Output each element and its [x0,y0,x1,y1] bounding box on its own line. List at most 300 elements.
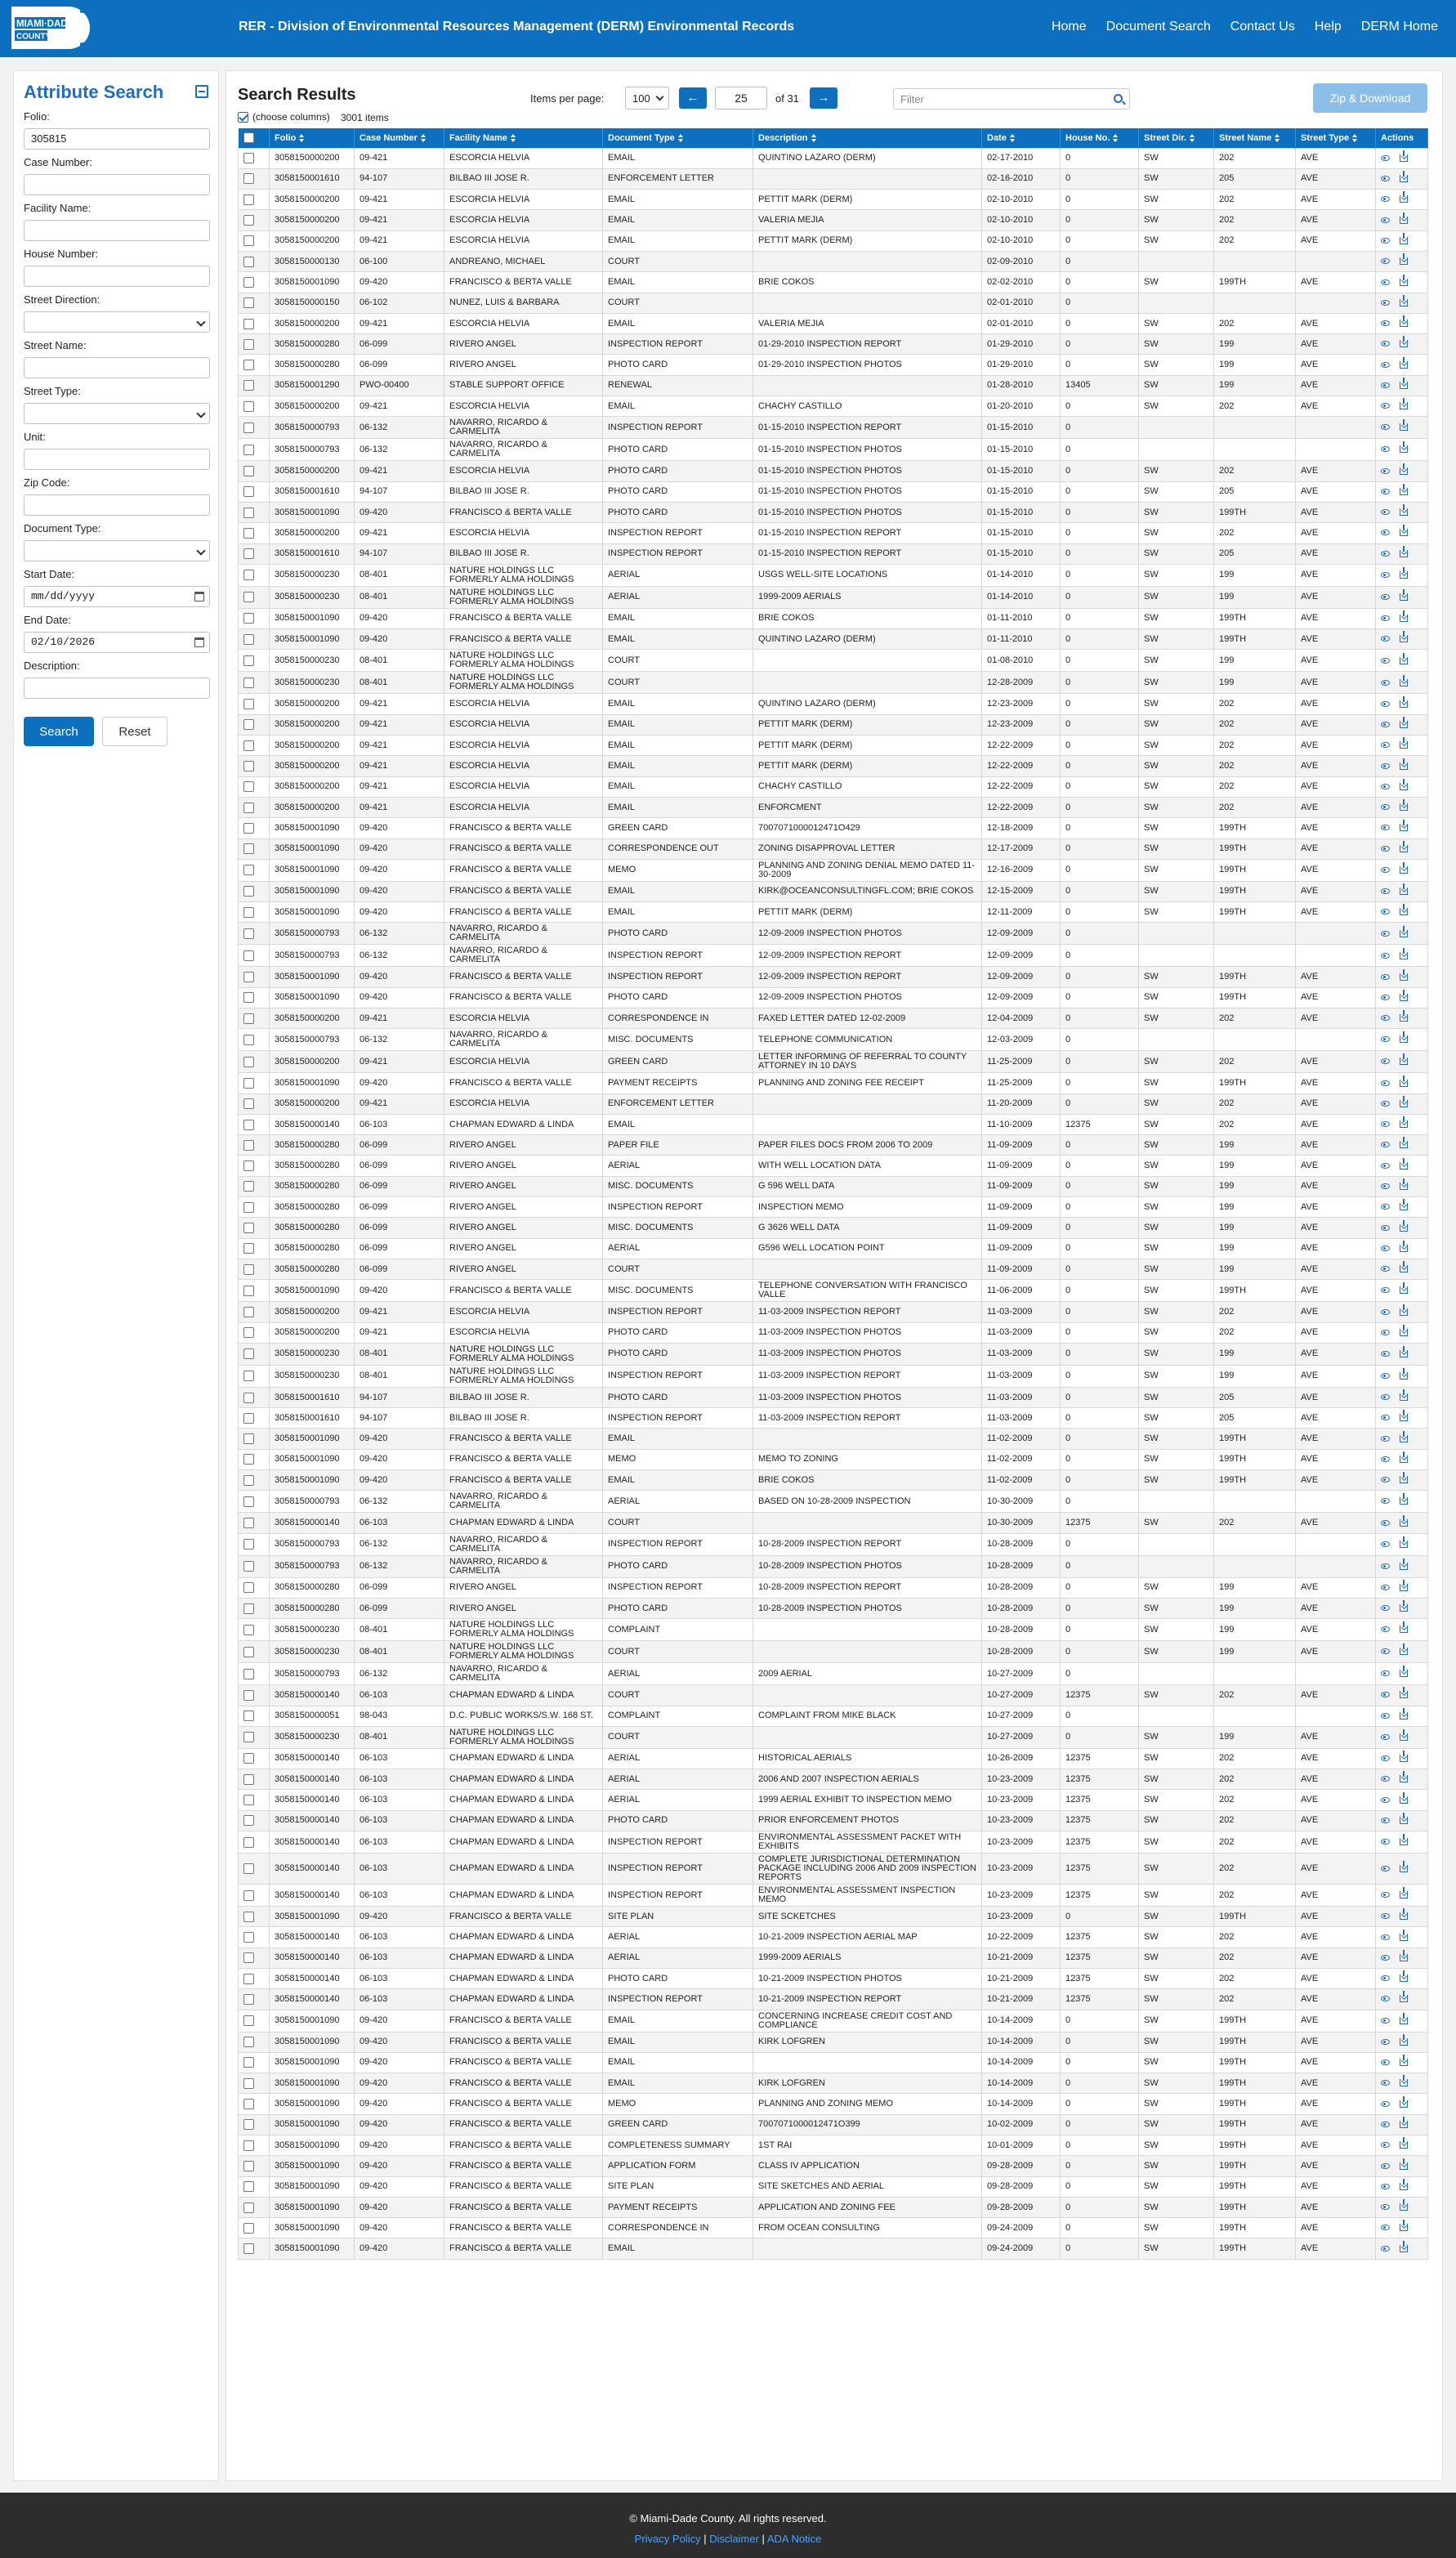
download-icon[interactable] [1400,593,1408,601]
row-checkbox[interactable] [243,1078,254,1089]
row-checkbox[interactable] [243,2243,254,2254]
view-icon[interactable] [1381,742,1390,748]
row-checkbox[interactable] [243,235,254,246]
view-icon[interactable] [1381,424,1390,430]
row-checkbox[interactable] [243,195,254,205]
sort-icon[interactable] [421,134,426,137]
row-checkbox[interactable] [243,823,254,834]
view-icon[interactable] [1381,176,1390,181]
row-checkbox[interactable] [243,907,254,918]
reset-button[interactable]: Reset [102,717,167,746]
row-checkbox[interactable] [243,1264,254,1275]
view-icon[interactable] [1381,701,1390,707]
sort-icon[interactable] [511,134,516,137]
unit-input[interactable] [24,449,210,470]
view-icon[interactable] [1381,1797,1390,1803]
view-icon[interactable] [1381,909,1390,915]
view-icon[interactable] [1381,1498,1390,1504]
document-type-input[interactable] [24,540,210,561]
row-checkbox[interactable] [243,1994,254,2005]
view-icon[interactable] [1381,403,1390,409]
row-checkbox[interactable] [243,928,254,939]
view-icon[interactable] [1381,1080,1390,1086]
view-icon[interactable] [1381,1394,1390,1400]
column-header-street-type[interactable] [1296,128,1376,148]
download-icon[interactable] [1400,1974,1408,1982]
row-checkbox[interactable] [243,1181,254,1192]
download-icon[interactable] [1400,1183,1408,1190]
view-icon[interactable] [1381,1955,1390,1961]
ada-notice-link[interactable]: ADA Notice [766,2533,822,2545]
download-icon[interactable] [1400,845,1408,852]
download-icon[interactable] [1400,615,1408,622]
download-icon[interactable] [1400,2079,1408,2086]
download-icon[interactable] [1400,488,1408,495]
download-icon[interactable] [1400,2203,1408,2211]
row-checkbox[interactable] [243,1603,254,1614]
view-icon[interactable] [1381,1818,1390,1823]
view-icon[interactable] [1381,530,1390,535]
download-icon[interactable] [1400,1775,1408,1782]
view-icon[interactable] [1381,489,1390,494]
row-checkbox[interactable] [243,950,254,961]
view-icon[interactable] [1381,2101,1390,2107]
view-icon[interactable] [1381,867,1390,873]
select-all-checkbox[interactable] [243,132,254,143]
view-icon[interactable] [1381,2246,1390,2252]
row-checkbox[interactable] [243,570,254,580]
download-icon[interactable] [1400,1891,1408,1898]
download-icon[interactable] [1400,1456,1408,1463]
download-icon[interactable] [1400,1224,1408,1232]
download-icon[interactable] [1400,930,1408,937]
row-checkbox[interactable] [243,1140,254,1151]
collapse-icon[interactable] [195,85,208,98]
download-icon[interactable] [1400,973,1408,981]
view-icon[interactable] [1381,341,1390,347]
download-icon[interactable] [1400,741,1408,749]
download-icon[interactable] [1400,1350,1408,1357]
view-icon[interactable] [1381,320,1390,326]
download-icon[interactable] [1400,1435,1408,1442]
view-icon[interactable] [1381,1058,1390,1064]
row-checkbox[interactable] [243,1561,254,1572]
column-header-facility-name[interactable] [444,128,603,148]
download-icon[interactable] [1400,1203,1408,1210]
row-checkbox[interactable] [243,1795,254,1805]
row-checkbox[interactable] [243,2037,254,2047]
row-checkbox[interactable] [243,423,254,433]
choose-columns[interactable] [238,111,330,123]
view-icon[interactable] [1381,1892,1390,1898]
row-checkbox[interactable] [243,1454,254,1465]
row-checkbox[interactable] [243,1202,254,1213]
download-icon[interactable] [1400,1414,1408,1421]
download-icon[interactable] [1400,1733,1408,1741]
view-icon[interactable] [1381,1585,1390,1590]
view-icon[interactable] [1381,1121,1390,1127]
row-checkbox[interactable] [243,803,254,813]
items-per-page-select[interactable] [625,87,669,110]
view-icon[interactable] [1381,1913,1390,1919]
view-icon[interactable] [1381,1183,1390,1189]
download-icon[interactable] [1400,1670,1408,1677]
nav-help[interactable]: Help [1314,20,1342,34]
row-checkbox[interactable] [243,2223,254,2234]
view-icon[interactable] [1381,1287,1390,1293]
row-checkbox[interactable] [243,1393,254,1403]
view-icon[interactable] [1381,763,1390,769]
download-icon[interactable] [1400,1563,1408,1570]
view-icon[interactable] [1381,680,1390,686]
view-icon[interactable] [1381,974,1390,980]
view-icon[interactable] [1381,300,1390,306]
download-icon[interactable] [1400,175,1408,182]
download-icon[interactable] [1400,467,1408,475]
download-icon[interactable] [1400,1035,1408,1043]
row-checkbox[interactable] [243,634,254,645]
download-icon[interactable] [1400,1476,1408,1483]
download-icon[interactable] [1400,1308,1408,1316]
download-icon[interactable] [1400,1120,1408,1128]
row-checkbox[interactable] [243,548,254,559]
view-icon[interactable] [1381,1648,1390,1654]
view-icon[interactable] [1381,784,1390,789]
row-checkbox[interactable] [243,1160,254,1171]
view-icon[interactable] [1381,1456,1390,1462]
row-checkbox[interactable] [243,1753,254,1764]
row-checkbox[interactable] [243,1669,254,1679]
download-icon[interactable] [1400,445,1408,453]
view-icon[interactable] [1381,1520,1390,1526]
next-page-button[interactable]: → [810,87,837,109]
download-icon[interactable] [1400,1245,1408,1252]
row-checkbox[interactable] [243,257,254,267]
row-checkbox[interactable] [243,2202,254,2213]
zip-code-input[interactable] [24,494,210,516]
view-icon[interactable] [1381,1670,1390,1676]
download-icon[interactable] [1400,1372,1408,1380]
row-checkbox[interactable] [243,1647,254,1657]
row-checkbox[interactable] [243,655,254,666]
view-icon[interactable] [1381,1734,1390,1740]
view-icon[interactable] [1381,238,1390,244]
download-icon[interactable] [1400,1162,1408,1169]
view-icon[interactable] [1381,1975,1390,1981]
download-icon[interactable] [1400,2059,1408,2066]
column-header-document-type[interactable] [603,128,753,148]
view-icon[interactable] [1381,217,1390,223]
download-icon[interactable] [1400,1954,1408,1961]
download-icon[interactable] [1400,2245,1408,2252]
download-icon[interactable] [1400,908,1408,915]
download-icon[interactable] [1400,2141,1408,2149]
row-checkbox[interactable] [243,781,254,792]
view-icon[interactable] [1381,1225,1390,1231]
view-icon[interactable] [1381,1692,1390,1697]
download-icon[interactable] [1400,237,1408,244]
view-icon[interactable] [1381,2142,1390,2148]
row-checkbox[interactable] [243,1475,254,1486]
view-icon[interactable] [1381,2163,1390,2169]
download-icon[interactable] [1400,1014,1408,1022]
view-icon[interactable] [1381,2039,1390,2045]
column-header-case-number[interactable] [355,128,444,148]
row-checkbox[interactable] [243,297,254,308]
download-icon[interactable] [1400,2183,1408,2190]
column-header-street-name[interactable] [1214,128,1296,148]
download-icon[interactable] [1400,279,1408,286]
view-icon[interactable] [1381,2059,1390,2065]
row-checkbox[interactable] [243,1837,254,1848]
download-icon[interactable] [1400,1648,1408,1655]
row-checkbox[interactable] [243,886,254,897]
row-checkbox[interactable] [243,1625,254,1635]
download-icon[interactable] [1400,423,1408,431]
view-icon[interactable] [1381,1101,1390,1107]
view-icon[interactable] [1381,846,1390,852]
row-checkbox[interactable] [243,1732,254,1742]
view-icon[interactable] [1381,1330,1390,1335]
row-checkbox[interactable] [243,277,254,288]
view-icon[interactable] [1381,1204,1390,1210]
download-icon[interactable] [1400,1626,1408,1633]
download-icon[interactable] [1400,508,1408,516]
prev-page-button[interactable]: ← [679,87,707,109]
disclaimer-link[interactable]: Disclaimer [709,2533,759,2545]
view-icon[interactable] [1381,446,1390,452]
download-icon[interactable] [1400,1995,1408,2002]
view-icon[interactable] [1381,658,1390,664]
download-icon[interactable] [1400,1934,1408,1941]
view-icon[interactable] [1381,1755,1390,1761]
download-icon[interactable] [1400,721,1408,728]
view-icon[interactable] [1381,196,1390,202]
column-header-street-dir[interactable] [1139,128,1214,148]
column-header-date[interactable] [982,128,1061,148]
download-icon[interactable] [1400,2100,1408,2108]
row-checkbox[interactable] [243,1098,254,1109]
download-icon[interactable] [1400,783,1408,790]
privacy-policy-link[interactable]: Privacy Policy [634,2533,701,2545]
view-icon[interactable] [1381,1266,1390,1272]
download-icon[interactable] [1400,257,1408,265]
sort-icon[interactable] [1113,134,1118,137]
sort-icon[interactable] [1275,134,1280,137]
nav-home[interactable]: Home [1051,20,1087,34]
row-checkbox[interactable] [243,319,254,329]
download-icon[interactable] [1400,2017,1408,2024]
row-checkbox[interactable] [243,865,254,875]
view-icon[interactable] [1381,888,1390,894]
view-icon[interactable] [1381,382,1390,388]
street-type-input[interactable] [24,403,210,424]
calendar-icon[interactable] [194,592,204,601]
view-icon[interactable] [1381,1142,1390,1147]
download-icon[interactable] [1400,217,1408,224]
download-icon[interactable] [1400,382,1408,389]
download-icon[interactable] [1400,1796,1408,1804]
download-icon[interactable] [1400,1541,1408,1548]
view-icon[interactable] [1381,258,1390,264]
row-checkbox[interactable] [243,1307,254,1317]
download-icon[interactable] [1400,657,1408,664]
page-number-input[interactable]: 25 [715,87,767,110]
download-icon[interactable] [1400,361,1408,369]
zip-download-button[interactable]: Zip & Download [1313,83,1427,113]
download-icon[interactable] [1400,1519,1408,1527]
view-icon[interactable] [1381,1309,1390,1315]
sort-icon[interactable] [1190,134,1195,137]
row-checkbox[interactable] [243,1711,254,1721]
view-icon[interactable] [1381,2018,1390,2024]
download-icon[interactable] [1400,1817,1408,1824]
view-icon[interactable] [1381,2184,1390,2189]
row-checkbox[interactable] [243,740,254,751]
row-checkbox[interactable] [243,592,254,602]
download-icon[interactable] [1400,1329,1408,1336]
row-checkbox[interactable] [243,1690,254,1701]
row-checkbox[interactable] [243,1013,254,1024]
download-icon[interactable] [1400,994,1408,1001]
row-checkbox[interactable] [243,1952,254,1963]
nav-contact-us[interactable]: Contact Us [1230,20,1295,34]
download-icon[interactable] [1400,299,1408,306]
nav-document-search[interactable]: Document Search [1105,20,1211,34]
view-icon[interactable] [1381,572,1390,578]
view-icon[interactable] [1381,1776,1390,1782]
download-icon[interactable] [1400,700,1408,708]
row-checkbox[interactable] [243,486,254,497]
view-icon[interactable] [1381,953,1390,959]
row-checkbox[interactable] [243,401,254,412]
view-icon[interactable] [1381,1839,1390,1845]
end-date-input[interactable] [24,632,210,653]
download-icon[interactable] [1400,1912,1408,1920]
download-icon[interactable] [1400,762,1408,770]
row-checkbox[interactable] [243,215,254,226]
row-checkbox[interactable] [243,843,254,854]
row-checkbox[interactable] [243,339,254,350]
miami-dade-logo[interactable] [11,7,103,49]
download-icon[interactable] [1400,2121,1408,2128]
row-checkbox[interactable] [243,2057,254,2068]
view-icon[interactable] [1381,1477,1390,1482]
row-checkbox[interactable] [243,173,254,184]
view-icon[interactable] [1381,1541,1390,1547]
view-icon[interactable] [1381,636,1390,642]
row-checkbox[interactable] [243,613,254,624]
row-checkbox[interactable] [243,761,254,771]
row-checkbox[interactable] [243,2015,254,2026]
start-date-input[interactable] [24,586,210,607]
view-icon[interactable] [1381,362,1390,368]
case-number-input[interactable] [24,174,210,195]
download-icon[interactable] [1400,866,1408,874]
description-input[interactable] [24,678,210,699]
view-icon[interactable] [1381,2225,1390,2230]
download-icon[interactable] [1400,1712,1408,1719]
row-checkbox[interactable] [243,699,254,709]
view-icon[interactable] [1381,1626,1390,1632]
download-icon[interactable] [1400,1838,1408,1845]
row-checkbox[interactable] [243,1120,254,1130]
download-icon[interactable] [1400,1584,1408,1591]
view-icon[interactable] [1381,1713,1390,1719]
view-icon[interactable] [1381,551,1390,557]
view-icon[interactable] [1381,1351,1390,1357]
view-icon[interactable] [1381,1373,1390,1379]
row-checkbox[interactable] [243,1815,254,1826]
row-checkbox[interactable] [243,1223,254,1233]
view-icon[interactable] [1381,1866,1390,1872]
row-checkbox[interactable] [243,1582,254,1593]
download-icon[interactable] [1400,1497,1408,1505]
download-icon[interactable] [1400,1265,1408,1272]
download-icon[interactable] [1400,1080,1408,1087]
row-checkbox[interactable] [243,1539,254,1550]
row-checkbox[interactable] [243,1035,254,1045]
download-icon[interactable] [1400,679,1408,686]
row-checkbox[interactable] [243,678,254,688]
download-icon[interactable] [1400,1393,1408,1401]
view-icon[interactable] [1381,825,1390,830]
view-icon[interactable] [1381,1934,1390,1940]
download-icon[interactable] [1400,1141,1408,1148]
view-icon[interactable] [1381,1996,1390,2001]
view-icon[interactable] [1381,615,1390,621]
column-header-description[interactable] [753,128,982,148]
download-icon[interactable] [1400,550,1408,557]
view-icon[interactable] [1381,155,1390,161]
row-checkbox[interactable] [243,992,254,1003]
row-checkbox[interactable] [243,1912,254,1922]
sort-icon[interactable] [811,134,816,137]
filter-input[interactable] [893,88,1130,110]
row-checkbox[interactable] [243,528,254,539]
row-checkbox[interactable] [243,2181,254,2192]
column-header-house-no[interactable] [1061,128,1139,148]
view-icon[interactable] [1381,594,1390,600]
column-header-folio[interactable] [270,128,355,148]
row-checkbox[interactable] [243,1774,254,1785]
row-checkbox[interactable] [243,1286,254,1296]
sort-icon[interactable] [678,134,683,137]
street-name-input[interactable] [24,357,210,378]
download-icon[interactable] [1400,571,1408,579]
sort-icon[interactable] [1010,134,1015,137]
facility-name-input[interactable] [24,220,210,241]
download-icon[interactable] [1400,803,1408,811]
view-icon[interactable] [1381,2204,1390,2210]
row-checkbox[interactable] [243,719,254,730]
view-icon[interactable] [1381,2080,1390,2086]
row-checkbox[interactable] [243,153,254,163]
download-icon[interactable] [1400,1100,1408,1107]
view-icon[interactable] [1381,1563,1390,1569]
row-checkbox[interactable] [243,1243,254,1254]
view-icon[interactable] [1381,995,1390,1000]
download-icon[interactable] [1400,402,1408,409]
row-checkbox[interactable] [243,466,254,476]
view-icon[interactable] [1381,722,1390,727]
download-icon[interactable] [1400,888,1408,895]
sort-icon[interactable] [299,134,304,137]
row-checkbox[interactable] [243,1433,254,1444]
view-icon[interactable] [1381,2122,1390,2127]
row-checkbox[interactable] [243,2099,254,2109]
row-checkbox[interactable] [243,1348,254,1359]
